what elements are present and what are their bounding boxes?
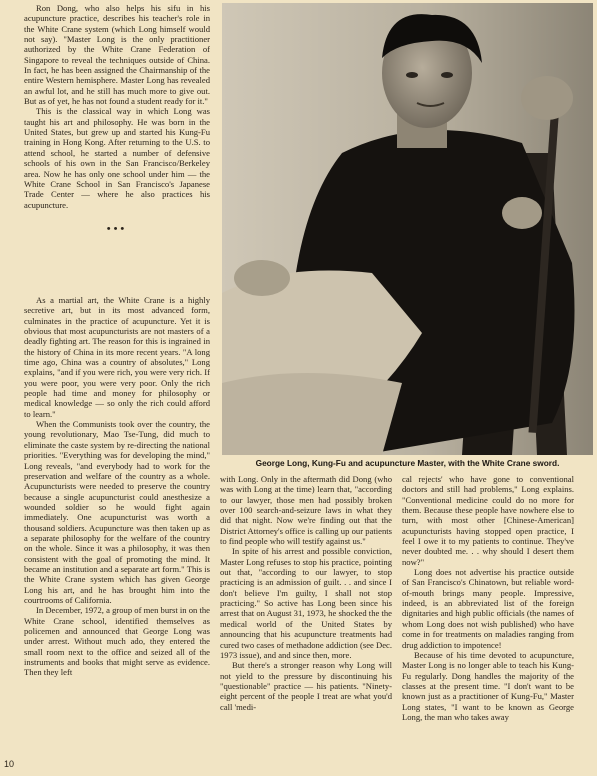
page-number: 10 [4,759,15,769]
paragraph: cal rejects' who have gone to conventional doctors and still had problems," Long explains. "Conventional medicine could do no more for them. Because these people have nowhere else to turn, with most other [Chinese-American] acupuncturists having stopped open practice, I feel I owe it to my patients to continue. They've never doubted me. . . why should I desert them now?" [402,474,574,567]
paragraph: Long does not advertise his practice outside of San Francisco's Chinatown, but reliable word-of-mouth brings many people. Impressive, indeed, is an abbreviated list of the foreign dignitaries and high public officials (the names of whom Long does not wish published) who have come in for treatments on maladies ranging from drug addiction to impotence! [402,567,574,650]
paragraph: When the Communists took over the country, the young revolutionary, Mao Tse-Tung, did much to eliminate the caste system by re-directing the national priorities. "Everything was for developing the mind," Long reveals, "and everybody had to work for the preservation and welfare of the country as a whole. Acupuncturists were needed to preserve the country because a single acupuncturist could anesthesize a wounded soldier so he would fight again immediately. One acupuncturist was worth a thousand soldiers. Acupuncture was then taken up as a separate philosophy for the welfare of the country on the whole. Since it was a philosophy, it was then consistent with the goal of promoting the mind. It became an institution and a separate art form." This is the White Crane system which has given George Long his art, and he has brought him into the courtrooms of California. [24,419,210,605]
paragraph: Because of his time devoted to acupuncture, Master Long is no longer able to teach his Kung-Fu regularly. Dong handles the majority of the classes at the present time. "I don't want to be known just as a practitioner of Kung-Fu," Master Long states, "I want to be known as George Long, the man who takes away [402,649,574,722]
paragraph: In December, 1972, a group of men burst in on the White Crane school, identified themselves as policemen and announced that George Long was under arrest. Without much ado, they entered the small room next to the office and seized all of the instruments and books that might serve as evidence. Then they left [24,605,210,678]
paragraph: As a martial art, the White Crane is a highly secretive art, but in its most advanced form, culminates in the practice of acupuncture. Yet it is obvious that most acupuncturists are not masters of a deadly fighting art. The reason for this is ingrained in the history of China in its more recent years. "A long time ago, China was a country of absolutes," Long explains, "and if you were rich, you were very rich. If you were poor, you were very poor. Only the rich people had time and money for philosophy or medical knowledge — so only the rich could afford to learn." [24,295,210,419]
article-column-right [402,474,574,722]
paragraph: But there's a stronger reason why Long will not yield to the pressure by discontinuing his "questionable" practice — his patients. "Ninety-eight percent of the people I treat are what you'd call 'medi- [220,660,392,712]
photo-illustration [222,3,593,455]
article-column-middle [220,474,392,712]
paragraph: This is the classical way in which Long was taught his art and philosophy. He was born in the United States, but grew up and started his Kung-Fu training in Hong Kong. After returning to the U.S. to attend school, he started a number of defensive schools of his own in the San Francisco/Berkeley area. Now he has only one school under him — the White Crane School in San Francisco's Japanese Trade Center — where he also practices his acupuncture. [24,106,210,210]
photo-caption: George Long, Kung-Fu and acupuncture Master, with the White Crane sword. [255,458,560,468]
paragraph: with Long. Only in the aftermath did Dong (who was with Long at the time) learn that, "according to our lawyer, those men had possibly broken over 100 search-and-seizure laws in what they did that night. Now we're finding out that the District Attorney's office is calling up our patients to find people who will testify against us." [220,474,392,547]
section-separator: ••• [106,222,128,235]
paragraph: Ron Dong, who also helps his sifu in his acupuncture practice, describes his teacher's role in the White Crane system (which Long himself would not say). "Master Long is the only practitioner authorized by the White Crane Federation of Singapore to reveal the techniques outside of China. In fact, he has been assigned the Chairmanship of the entire Western hemisphere. Master Long has revealed an awful lot, and he still has much more to give out. But as of yet, he has not found a student ready for it." [24,3,210,107]
paragraph: In spite of his arrest and possible conviction, Master Long refuses to stop his practice, pointing out that, "according to our lawyer, to stop practicing is an admission of guilt. . . and since I don't believe I'm guilty, I shall not stop practicing." So active has Long been since his arrest that on August 31, 1973, he shocked the the medical world of the United States by announcing that his acupuncture treatments had cured two cases of methadone addiction (see Dec. 1973 issue), and and since then, more. [220,546,392,660]
article-column-left-top [24,3,210,248]
photo-george-long [222,3,593,455]
article-column-left-bottom [24,295,210,678]
